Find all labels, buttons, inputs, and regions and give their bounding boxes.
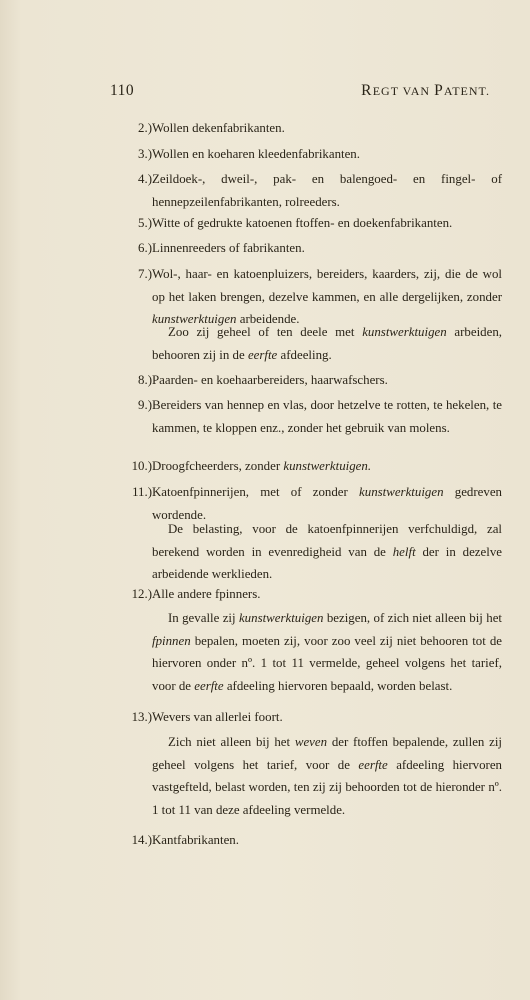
paragraph-note-11: De belasting, voor de katoenfpinnerijen verfchuldigd, zal berekend worden in evenredigheid van de helft der in dezelve arbeidende werklieden. xyxy=(152,522,503,581)
item-number: 11.) xyxy=(132,485,152,499)
item-text: Wollen en koeharen kleedenfabrikanten. xyxy=(152,147,360,161)
item-number: 5.) xyxy=(138,216,152,230)
item-number: 13.) xyxy=(131,710,152,724)
page-header xyxy=(110,82,490,106)
item-number: 7.) xyxy=(138,267,152,281)
item-text: Kantfabrikanten. xyxy=(152,833,239,847)
item-text: Wollen dekenfabrikanten. xyxy=(152,121,285,135)
item-text: Zeildoek-, dweil-, pak- en balengoed- en fingel- of hennepzeilenfabrikanten, rolreeders. xyxy=(152,172,502,209)
item-number: 2.) xyxy=(138,121,152,135)
item-text: Wol-, haar- en katoenpluizers, bereiders, kaarders, zij, die de wol op het laken brengen, dezelve kammen, en alle dergelijken, zonder kunstwerktuigen arbeidende. xyxy=(152,267,502,326)
item-number: 12.) xyxy=(131,587,152,601)
item-text: Linnenreeders of fabrikanten. xyxy=(152,241,305,255)
page-number: 110 xyxy=(110,82,135,99)
item-number: 3.) xyxy=(138,147,152,161)
item-number: 6.) xyxy=(138,241,152,255)
item-number: 10.) xyxy=(131,459,152,473)
item-number: 8.) xyxy=(138,373,152,387)
item-text: Alle andere fpinners. xyxy=(152,587,261,601)
paragraph-note-7: Zoo zij geheel of ten deele met kunstwerktuigen arbeiden, behooren zij in de eerfte afdeeling. xyxy=(152,325,502,362)
paragraph-note-13: Zich niet alleen bij het weven der ftoffen bepalende, zullen zij geheel volgens het tarief, voor de eerfte afdeeling hiervoren vastgefteld, belast worden, ten zij zij behoorden tot de hieronder nº. 1 tot 11 van deze afdeeling vermelde. xyxy=(152,735,502,817)
item-text: Bereiders van hennep en vlas, door hetzelve te rotten, te hekelen, te kammen, te kloppen enz., zonder het gebruik van molens. xyxy=(152,398,502,435)
item-text: Katoenfpinnerijen, met of zonder kunstwerktuigen gedreven wordende. xyxy=(152,485,502,522)
item-number: 14.) xyxy=(131,833,152,847)
item-text: Droogfcheerders, zonder kunstwerktuigen. xyxy=(152,459,372,473)
item-text: Paarden- en koehaarbereiders, haarwafschers. xyxy=(152,373,388,387)
paragraph-note-12: In gevalle zij kunstwerktuigen bezigen, of zich niet alleen bij het fpinnen bepalen, moeten zij, voor zoo veel zij niet behooren tot de hiervoren onder nº. 1 tot 11 vermelde, geheel volgens het tarief, voor de eerfte afdeeling hiervoren bepaald, worden belast. xyxy=(152,611,502,693)
running-title: REGT VAN PATENT. xyxy=(361,82,490,99)
item-number: 4.) xyxy=(138,172,152,186)
item-number: 9.) xyxy=(138,398,152,412)
item-text: Wevers van allerlei foort. xyxy=(152,710,283,724)
item-text: Witte of gedrukte katoenen ftoffen- en doekenfabrikanten. xyxy=(152,216,453,230)
